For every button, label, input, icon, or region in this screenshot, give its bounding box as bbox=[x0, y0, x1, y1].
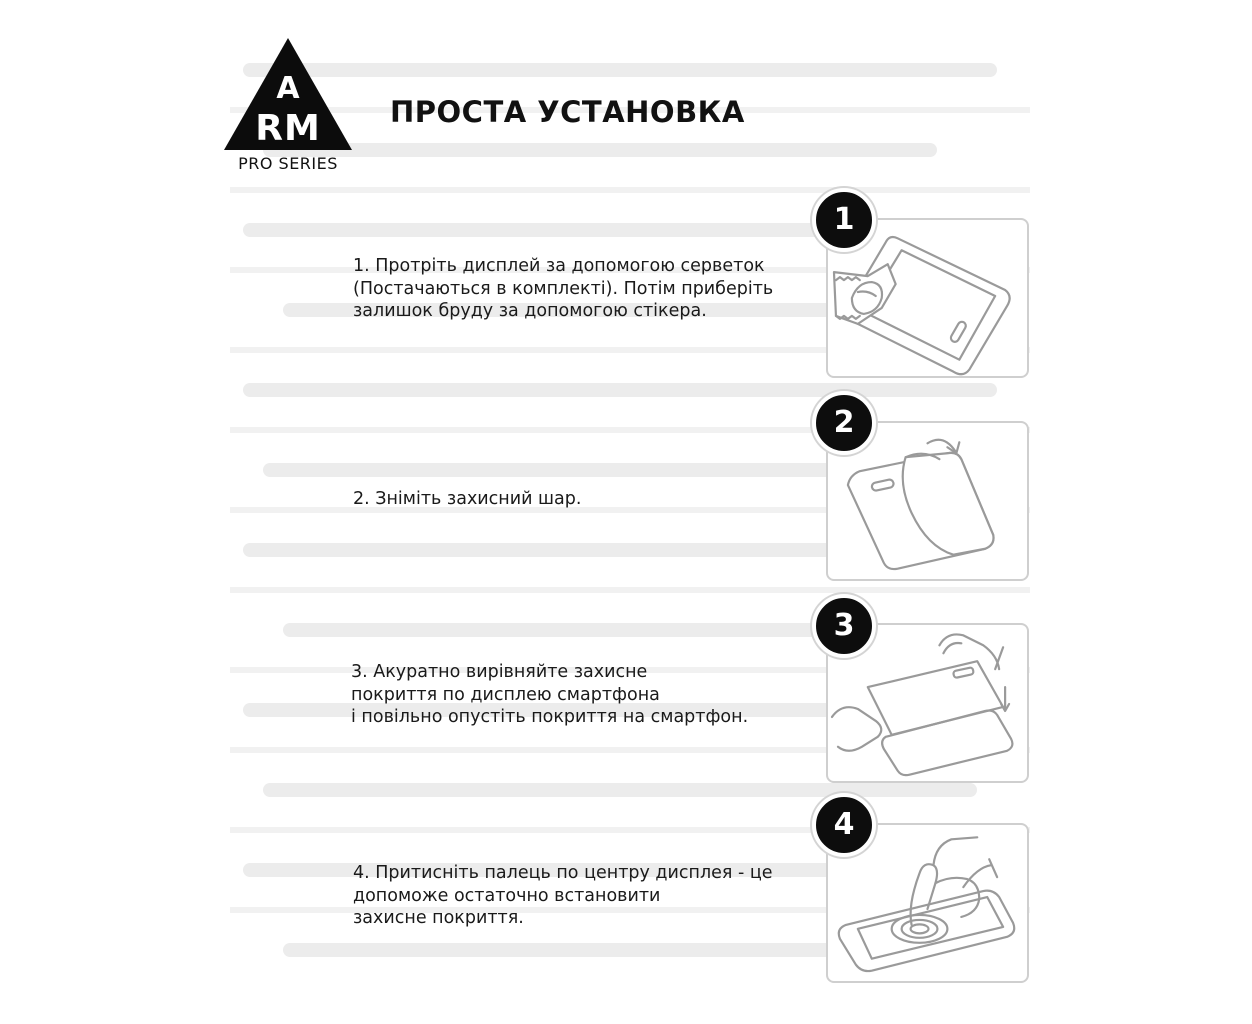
step-2-text bbox=[353, 488, 581, 511]
logo-letter-a: A bbox=[276, 71, 300, 106]
logo-letters-rm: RM bbox=[255, 108, 321, 149]
step-3-text bbox=[351, 661, 748, 729]
step-2-badge: 2 bbox=[812, 391, 876, 455]
page-title: ПРОСТА УСТАНОВКА bbox=[390, 95, 745, 129]
step-1-line-2: (Постачаються в комплекті). Потім приберіть bbox=[353, 278, 774, 299]
step-4-line-1: 4. Притисніть палець по центру дисплея - це bbox=[353, 863, 773, 883]
logo-tagline: PRO SERIES bbox=[238, 154, 338, 173]
step-1-badge: 1 bbox=[812, 188, 876, 252]
step-3-line-2: покриття по дисплею смартфона bbox=[351, 684, 660, 705]
step-1-line-1: 1. Протріть дисплей за допомогою серветок bbox=[353, 256, 765, 276]
step-4-line-2: допоможе остаточно встановити bbox=[353, 885, 661, 906]
step-3-line-1: 3. Акуратно вирівняйте захисне bbox=[351, 662, 648, 682]
step-1-text bbox=[353, 255, 773, 323]
step-4-line-3: захисне покриття. bbox=[353, 908, 524, 928]
step-4-badge: 4 bbox=[812, 793, 876, 857]
step-3-line-3: і повільно опустіть покриття на смартфон. bbox=[351, 707, 749, 727]
step-2-line-1: 2. Зніміть захисний шар. bbox=[353, 489, 582, 509]
step-3-badge: 3 bbox=[812, 594, 876, 658]
step-1-line-3: залишок бруду за допомогою стікера. bbox=[353, 301, 707, 321]
step-4-text bbox=[353, 862, 773, 930]
arm-pro-series-logo bbox=[220, 36, 356, 176]
